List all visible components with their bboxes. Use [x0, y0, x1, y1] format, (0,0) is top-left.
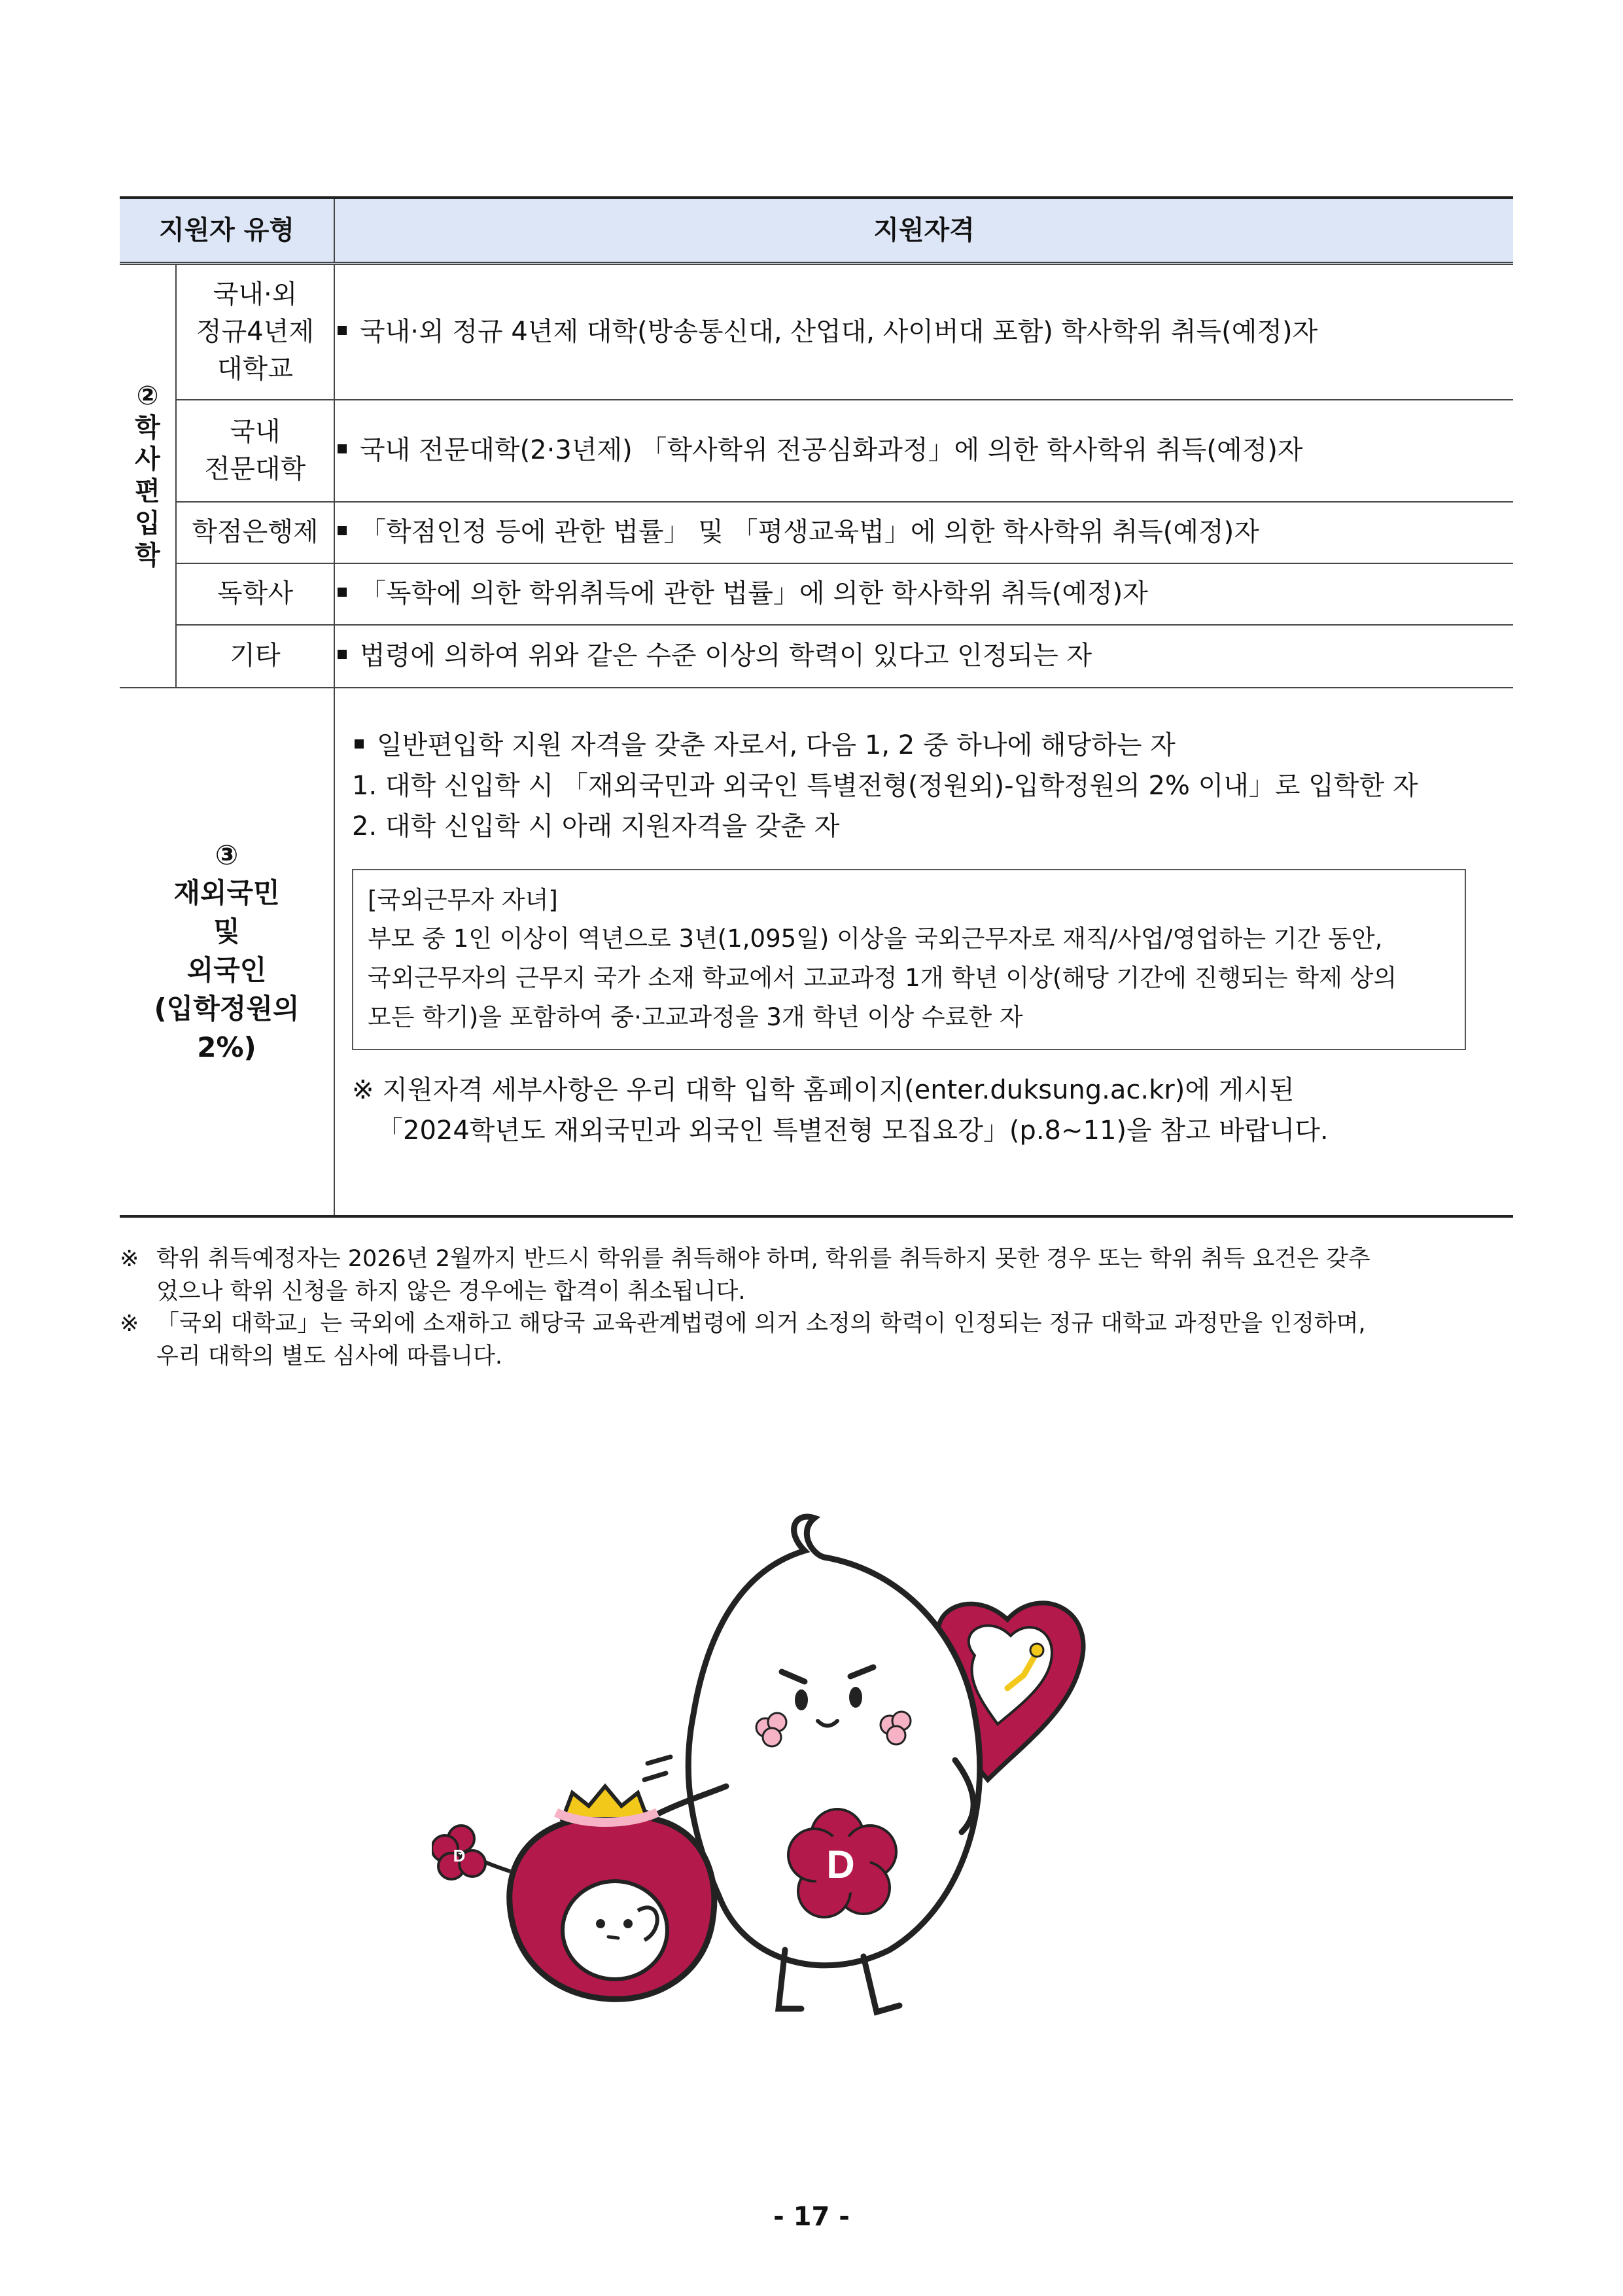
svg-text:D: D [826, 1843, 855, 1886]
subtype-cell: 기타 [176, 625, 334, 688]
header-applicant-type: 지원자 유형 [120, 198, 334, 264]
table-row [120, 625, 1513, 688]
header-qualification: 지원자격 [334, 198, 1513, 264]
footnote: ※ 「국외 대학교」는 국외에 소재하고 해당국 교육관계법령에 의거 소정의 학력이 인정되는 정규 대학교 과정만을 인정하며, 우리 대학의 별도 심사에 따릅니다. [120, 1311, 1366, 1370]
overseas-worker-child-box: [국외근무자 자녀] 부모 중 1인 이상이 역년으로 3년(1,095일) 이상을 국외근무자로 재직/사업/영업하는 기간 동안, 국외근무자의 근무지 국가 소재 학교에서 고교과정 1개 학년 이상(해당 기간에 진행되는 학제 상의 모든 학기)을 포함하여 중·고교과정을 3개 학년 이상 수료한 자 [352, 869, 1466, 1051]
table-header-row [120, 198, 1513, 264]
footnote: ※ 학위 취득예정자는 2026년 2월까지 반드시 학위를 취득해야 하며, 학위를 취득하지 못한 경우 또는 학위 취득 요건은 갖추 었으나 학위 신청을 하지 않은 경우에는 합격이 취소됩니다. [120, 1246, 1370, 1305]
qualification-cell: 「학점인정 등에 관한 법률」 및 「평생교육법」에 의한 학사학위 취득(예정)자 [334, 502, 1513, 563]
bullet-icon [338, 588, 347, 597]
reference-note: ※ 지원자격 세부사항은 우리 대학 입학 홈페이지(enter.duksung.ac.kr)에 게시된 [352, 1075, 1295, 1106]
mascot-illustration [432, 1505, 1164, 2048]
table-row [120, 688, 1513, 1216]
lucky-pouch-icon [432, 1786, 714, 1999]
group-overseas-label: ③ 재외국민 및 외국인 (입학정원의 2%) [120, 688, 334, 1216]
bullet-icon [338, 526, 347, 535]
bullet-icon [338, 444, 347, 453]
page-number: - 17 - [773, 2202, 850, 2232]
subtype-cell: 국내 전문대학 [176, 400, 334, 502]
bullet-icon [355, 739, 364, 749]
table-row [120, 400, 1513, 502]
item-1: 1. 대학 신입학 시 「재외국민과 외국인 특별전형(정원외)-입학정원의 2% 이내」로 입학한 자 [352, 770, 1418, 801]
table-row [120, 563, 1513, 625]
svg-text:D: D [453, 1846, 466, 1865]
subtype-cell: 학점은행제 [176, 502, 334, 563]
footnotes [120, 1243, 1520, 1373]
qualification-cell: 국내·외 정규 4년제 대학(방송통신대, 산업대, 사이버대 포함) 학사학위 취득(예정)자 [334, 264, 1513, 400]
qualification-cell: 「독학에 의한 학위취득에 관한 법률」에 의한 학사학위 취득(예정)자 [334, 563, 1513, 625]
subtype-cell: 국내·외 정규4년제 대학교 [176, 264, 334, 400]
bullet-icon [338, 650, 347, 659]
group-transfer-label: ② 학 사 편 입 학 [120, 264, 176, 688]
overseas-qualification-cell: 일반편입학 지원 자격을 갖춘 자로서, 다음 1, 2 중 하나에 해당하는 자 1. 대학 신입학 시 「재외국민과 외국인 특별전형(정원외)-입학정원의 2% 이내」로 입학한 자 2. 대학 신입학 시 아래 지원자격을 갖춘 자 [국외근무자 자녀] 부모 중 1인 이상이 역년으로 3년(1,095일) 이상을 국외근무자로 재직/사업/영업하는 기간 동안, 국외근무자의 근무지 국가 소재 학교에서 고교과정 1개 학년 이상(해당 기간에 진행되는 학제 상의 모든 학기)을 포함하여 중·고교과정을 3개 학년 이상 수료한 자 ※ 지원자격 세부사항은 우리 대학 입학 홈페이지(enter.duksung.ac.kr)에 게시된 「2024학년도 재외국민과 외국인 특별전형 모집요강」(p.8~11)을 참고 바랍니다. [334, 688, 1513, 1216]
bullet-icon [338, 326, 347, 335]
table-row [120, 502, 1513, 563]
qualification-cell: 국내 전문대학(2·3년제) 「학사학위 전공심화과정」에 의한 학사학위 취득(예정)자 [334, 400, 1513, 502]
reference-note-line2: 「2024학년도 재외국민과 외국인 특별전형 모집요강」(p.8~11)을 참고 바랍니다. [377, 1116, 1329, 1146]
table-row [120, 264, 1513, 400]
item-2: 2. 대학 신입학 시 아래 지원자격을 갖춘 자 [352, 811, 840, 841]
subtype-cell: 독학사 [176, 563, 334, 625]
qualification-table [120, 196, 1513, 1218]
qualification-cell: 법령에 의하여 위와 같은 수준 이상의 학력이 있다고 인정되는 자 [334, 625, 1513, 688]
